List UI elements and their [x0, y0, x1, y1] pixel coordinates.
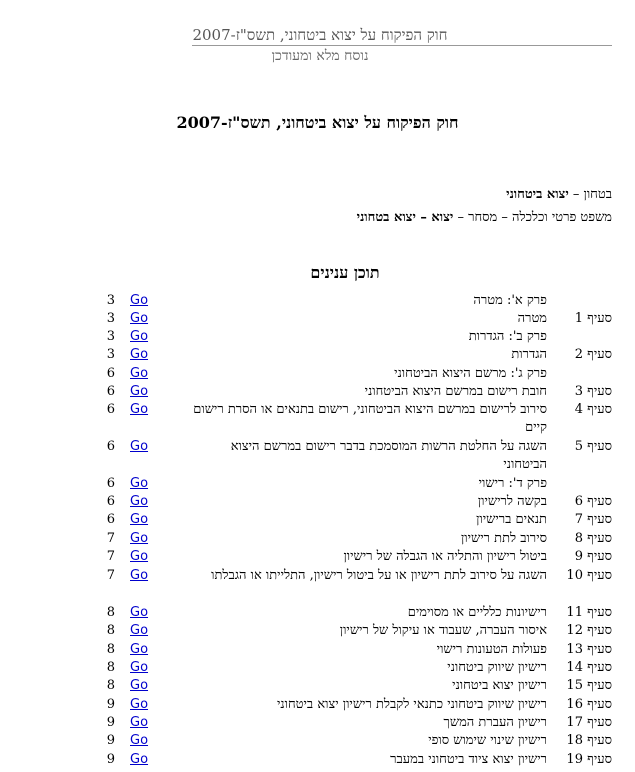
- toc-go-link[interactable]: Go: [130, 642, 149, 657]
- toc-go-link[interactable]: Go: [130, 605, 149, 620]
- toc-section-number: סעיף 18: [566, 733, 612, 748]
- toc-section-number: סעיף 19: [566, 752, 612, 767]
- toc-row: [0, 401, 635, 435]
- toc-row: [0, 659, 635, 677]
- toc-go-link[interactable]: Go: [130, 697, 149, 712]
- toc-entry-title: השגה על החלטת הרשות המוסמכת בדבר רישום במרשם היצוא הביטחוני: [230, 439, 547, 472]
- toc-page-number: 9: [106, 733, 115, 748]
- toc-go-link[interactable]: Go: [130, 623, 149, 638]
- toc-page-number: 6: [106, 512, 115, 527]
- toc-go-link[interactable]: Go: [130, 549, 149, 564]
- toc-row: [0, 438, 635, 472]
- toc-row: [0, 328, 635, 346]
- toc-row: [0, 641, 635, 659]
- toc-go-link[interactable]: Go: [130, 531, 149, 546]
- toc-section-number: סעיף 16: [566, 697, 612, 712]
- toc-entry-title: רישיון העברת המשך: [443, 715, 547, 730]
- toc-entry-title: רישיון שיווק ביטחוני: [447, 660, 547, 675]
- toc-row: [0, 383, 635, 401]
- toc-row: [0, 365, 635, 383]
- toc-go-link[interactable]: Go: [130, 366, 149, 381]
- toc-page-number: 7: [106, 531, 115, 546]
- toc-entry-title: סירוב לרישום במרשם היצוא הביטחוני, רישום בתנאים או הסרת רישום קיים: [193, 402, 547, 435]
- classification-line: [506, 186, 612, 202]
- toc-page-number: 6: [106, 384, 115, 399]
- toc-section-number: סעיף 4: [574, 402, 612, 417]
- toc-page-number: 6: [106, 439, 115, 454]
- toc-row: [0, 548, 635, 566]
- toc-section-number: סעיף 1: [574, 311, 612, 326]
- toc-row: [0, 751, 635, 769]
- toc-page-number: 9: [106, 697, 115, 712]
- toc-entry-title: פרק ד': רישוי: [478, 476, 547, 491]
- toc-entry-title: רישיון יצוא ציוד ביטחוני במעבר: [390, 752, 547, 767]
- toc-entry-title: רישיון שינוי שימוש סופי: [428, 733, 547, 748]
- toc-go-link[interactable]: Go: [130, 678, 149, 693]
- toc-page-number: 9: [106, 752, 115, 767]
- toc-page-number: 6: [106, 366, 115, 381]
- toc-entry-title: חובת רישום במרשם היצוא הביטחוני: [364, 384, 547, 399]
- toc-go-link[interactable]: Go: [130, 660, 149, 675]
- toc-page-number: 3: [106, 293, 115, 308]
- toc-page-number: 7: [106, 549, 115, 564]
- toc-page-number: 9: [106, 715, 115, 730]
- toc-page-number: 8: [106, 678, 115, 693]
- toc-row: [0, 493, 635, 511]
- toc-section-number: סעיף 8: [574, 531, 612, 546]
- classification-subject: יצוא – יצוא בטחוני: [356, 210, 454, 225]
- toc-page-number: 8: [106, 623, 115, 638]
- toc-entry-title: פרק ב': הגדרות: [468, 329, 547, 344]
- toc-entry-title: מטרה: [517, 311, 547, 326]
- toc-entry-title: פעולות הטעונות רישוי: [436, 642, 547, 657]
- toc-go-link[interactable]: Go: [130, 329, 149, 344]
- toc-page-number: 8: [106, 605, 115, 620]
- toc-row: [0, 292, 635, 310]
- header-rule: [192, 45, 612, 46]
- toc-entry-title: רישיון שיווק ביטחוני כתנאי לקבלת רישיון יצוא ביטחוני: [277, 697, 547, 712]
- toc-section-number: סעיף 11: [566, 605, 612, 620]
- toc-section-number: סעיף 13: [566, 642, 612, 657]
- toc-entry-title: ביטול רישיון והתליה או הגבלה של רישיון: [343, 549, 547, 564]
- classification-prefix: משפט פרטי וכלכלה – מסחר –: [453, 210, 612, 225]
- toc-go-link[interactable]: Go: [130, 568, 149, 583]
- toc-section-number: סעיף 5: [574, 439, 612, 454]
- toc-go-link[interactable]: Go: [130, 439, 149, 454]
- toc-page-number: 6: [106, 476, 115, 491]
- toc-page-number: 6: [106, 402, 115, 417]
- toc-section-number: סעיף 6: [574, 494, 612, 509]
- toc-entry-title: השגה על סירוב לתת רישיון או על ביטול רישיון, התלייתו או הגבלתו: [211, 568, 547, 583]
- toc-row: [0, 530, 635, 548]
- toc-entry-title: הגדרות: [511, 347, 547, 362]
- toc-go-link[interactable]: Go: [130, 347, 149, 362]
- toc-row: [0, 714, 635, 732]
- toc-page-number: 8: [106, 642, 115, 657]
- toc-entry-title: תנאים ברישיון: [476, 512, 547, 527]
- toc-go-link[interactable]: Go: [130, 494, 149, 509]
- toc-section-number: סעיף 10: [566, 568, 612, 583]
- toc-heading: תוכן ענינים: [310, 263, 380, 282]
- toc-section-number: סעיף 14: [566, 660, 612, 675]
- toc-page-number: 3: [106, 347, 115, 362]
- toc-section-number: סעיף 2: [574, 347, 612, 362]
- toc-row: [0, 310, 635, 328]
- running-header-title: חוק הפיקוח על יצוא ביטחוני, תשס"ז-2007: [192, 26, 448, 44]
- toc-row: [0, 511, 635, 529]
- toc-section-number: סעיף 15: [566, 678, 612, 693]
- toc-entry-title: סירוב לתת רישיון: [460, 531, 547, 546]
- toc-entry-title: בקשה לרישיון: [477, 494, 547, 509]
- toc-entry-title: איסור העברה, שעבוד או עיקול של רישיון: [339, 623, 547, 638]
- classification-subject: יצוא ביטחוני: [506, 187, 569, 202]
- toc-row: [0, 732, 635, 750]
- toc-section-number: סעיף 9: [574, 549, 612, 564]
- toc-page-number: 3: [106, 311, 115, 326]
- toc-entry-title: רישיונות כלליים או מסוימים: [407, 605, 547, 620]
- toc-go-link[interactable]: Go: [130, 293, 149, 308]
- toc-page-number: 8: [106, 660, 115, 675]
- toc-go-link[interactable]: Go: [130, 733, 149, 748]
- toc-row: [0, 567, 635, 585]
- document-title: חוק הפיקוח על יצוא ביטחוני, תשס"ז-2007: [176, 113, 459, 132]
- toc-entry-title: רישיון יצוא ביטחוני: [452, 678, 547, 693]
- toc-page-number: 7: [106, 568, 115, 583]
- toc-row: [0, 696, 635, 714]
- toc-page-number: 6: [106, 494, 115, 509]
- toc-section-number: סעיף 7: [574, 512, 612, 527]
- toc-section-number: סעיף 17: [566, 715, 612, 730]
- toc-section-number: סעיף 12: [566, 623, 612, 638]
- toc-entry-title: פרק א': מטרה: [473, 293, 547, 308]
- classification-line: [357, 209, 612, 225]
- toc-go-link[interactable]: Go: [130, 311, 149, 326]
- toc-go-link[interactable]: Go: [130, 715, 149, 730]
- toc-go-link[interactable]: Go: [130, 752, 149, 767]
- toc-section-number: סעיף 3: [574, 384, 612, 399]
- running-header-subtitle: נוסח מלא ומעודכן: [271, 48, 369, 64]
- toc-go-link[interactable]: Go: [130, 476, 149, 491]
- classification-prefix: בטחון –: [568, 187, 612, 202]
- toc-row: [0, 677, 635, 695]
- toc-go-link[interactable]: Go: [130, 512, 149, 527]
- toc-page-number: 3: [106, 329, 115, 344]
- toc-row: [0, 604, 635, 622]
- toc-go-link[interactable]: Go: [130, 384, 149, 399]
- toc-entry-title: פרק ג': מרשם היצוא הביטחוני: [394, 366, 547, 381]
- toc-row: [0, 346, 635, 364]
- toc-row: [0, 475, 635, 493]
- toc-row: [0, 622, 635, 640]
- toc-go-link[interactable]: Go: [130, 402, 149, 417]
